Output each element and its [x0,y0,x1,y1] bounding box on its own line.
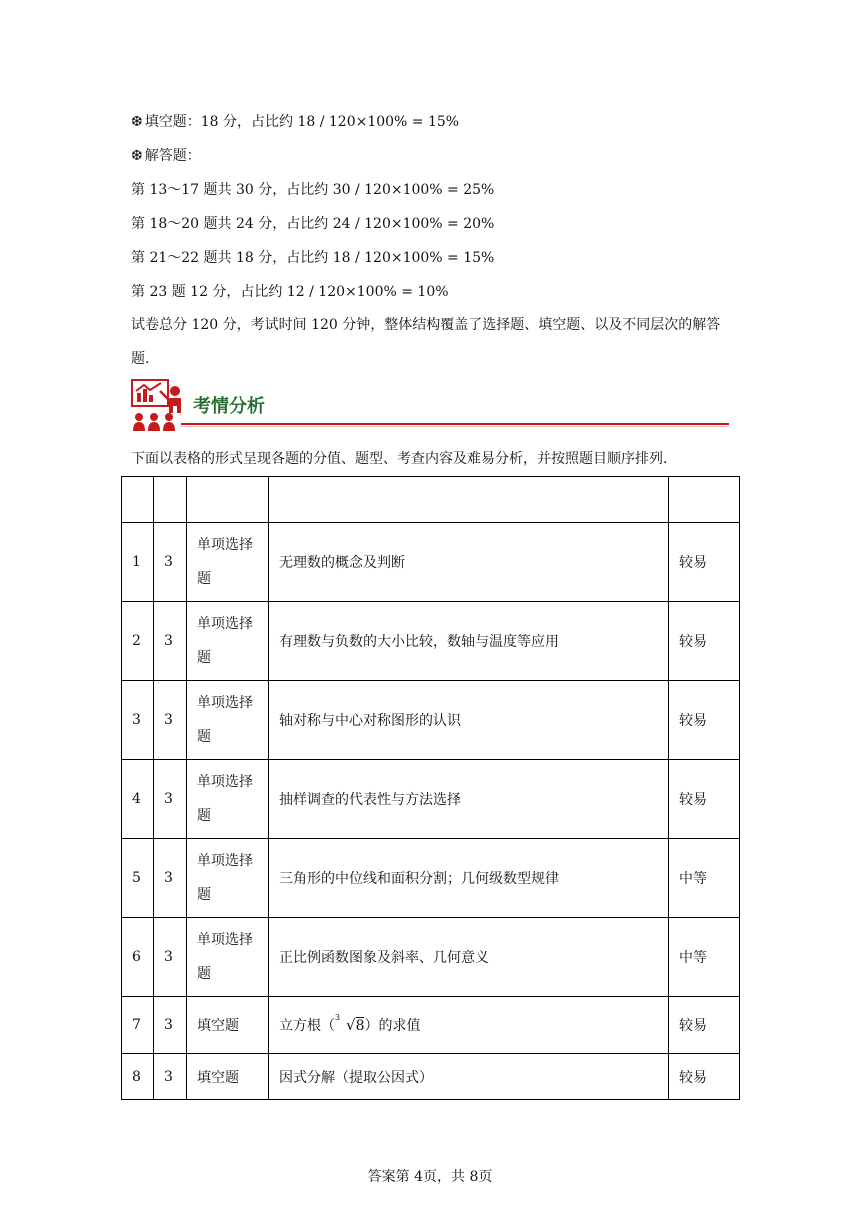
question-difficulty: 较易 [669,523,740,602]
question-score: 3 [154,997,187,1054]
page-footer: 答案第 4页，共 8页 [367,1169,493,1185]
question-number: 6 [122,918,154,997]
table-row [122,918,740,997]
question-content: 正比例函数图象及斜率、几何意义 [269,918,669,997]
question-number: 1 [122,523,154,602]
table-row [122,760,740,839]
question-number: 8 [122,1054,154,1100]
question-number: 3 [122,681,154,760]
cube-root-expression: 3 √8 [335,1013,365,1034]
section-header [131,379,733,439]
question-score: 3 [154,918,187,997]
header-cell [269,477,669,523]
question-number: 7 [122,997,154,1054]
question-number: 2 [122,602,154,681]
table-row [122,681,740,760]
question-content: 立方根（ 3 √8）的求值 [269,997,669,1054]
question-difficulty: 中等 [669,918,740,997]
snowflake-icon: ❆ [131,114,143,130]
question-score: 3 [154,760,187,839]
ratio-line-18-20: 第 18～20 题共 24 分，占比约 24 / 120×100% = 20% [131,216,495,232]
answer-questions-heading: ❆ 解答题： [131,148,201,164]
header-cell [122,477,154,523]
question-content: 轴对称与中心对称图形的认识 [269,681,669,760]
table-row [122,1054,740,1100]
question-content: 三角形的中位线和面积分割；几何级数型规律 [269,839,669,918]
question-type: 单项选择题 [187,602,269,681]
ratio-line-13-17: 第 13～17 题共 30 分，占比约 30 / 120×100% = 25% [131,182,495,198]
section-title: 考情分析 [193,396,265,417]
question-score: 3 [154,839,187,918]
header-cell [669,477,740,523]
question-number: 4 [122,760,154,839]
question-content: 无理数的概念及判断 [269,523,669,602]
question-type: 单项选择题 [187,681,269,760]
analysis-table [121,476,740,1100]
header-cell [154,477,187,523]
table-header-row [122,477,740,523]
question-number: 5 [122,839,154,918]
section-divider [181,423,729,425]
question-type: 单项选择题 [187,918,269,997]
table-row [122,523,740,602]
table-row [122,839,740,918]
question-content: 有理数与负数的大小比较，数轴与温度等应用 [269,602,669,681]
question-type: 填空题 [187,1054,269,1100]
ratio-line-21-22: 第 21～22 题共 18 分，占比约 18 / 120×100% = 15% [131,250,495,266]
question-type: 填空题 [187,997,269,1054]
question-difficulty: 较易 [669,681,740,760]
table-row [122,602,740,681]
question-type: 单项选择题 [187,760,269,839]
question-score: 3 [154,602,187,681]
header-cell [187,477,269,523]
question-content: 抽样调查的代表性与方法选择 [269,760,669,839]
snowflake-icon: ❆ [131,148,143,164]
question-content: 因式分解（提取公因式） [269,1054,669,1100]
exam-summary: 试卷总分 120 分，考试时间 120 分钟，整体结构覆盖了选择题、填空题、以及不同层次的解答题. [131,317,721,367]
question-type: 单项选择题 [187,523,269,602]
fill-blank-ratio-line: ❆ 填空题：18 分，占比约 18 / 120×100% = 15% [131,114,460,130]
question-difficulty: 较易 [669,760,740,839]
section-divider-shadow [181,426,729,427]
question-score: 3 [154,1054,187,1100]
presentation-icon [131,379,183,435]
question-score: 3 [154,523,187,602]
question-difficulty: 较易 [669,1054,740,1100]
question-type: 单项选择题 [187,839,269,918]
table-row [122,997,740,1054]
ratio-line-23: 第 23 题 12 分，占比约 12 / 120×100% = 10% [131,284,449,300]
table-intro: 下面以表格的形式呈现各题的分值、题型、考查内容及难易分析，并按照题目顺序排列. [131,451,668,467]
question-score: 3 [154,681,187,760]
question-difficulty: 中等 [669,839,740,918]
question-difficulty: 较易 [669,602,740,681]
question-difficulty: 较易 [669,997,740,1054]
